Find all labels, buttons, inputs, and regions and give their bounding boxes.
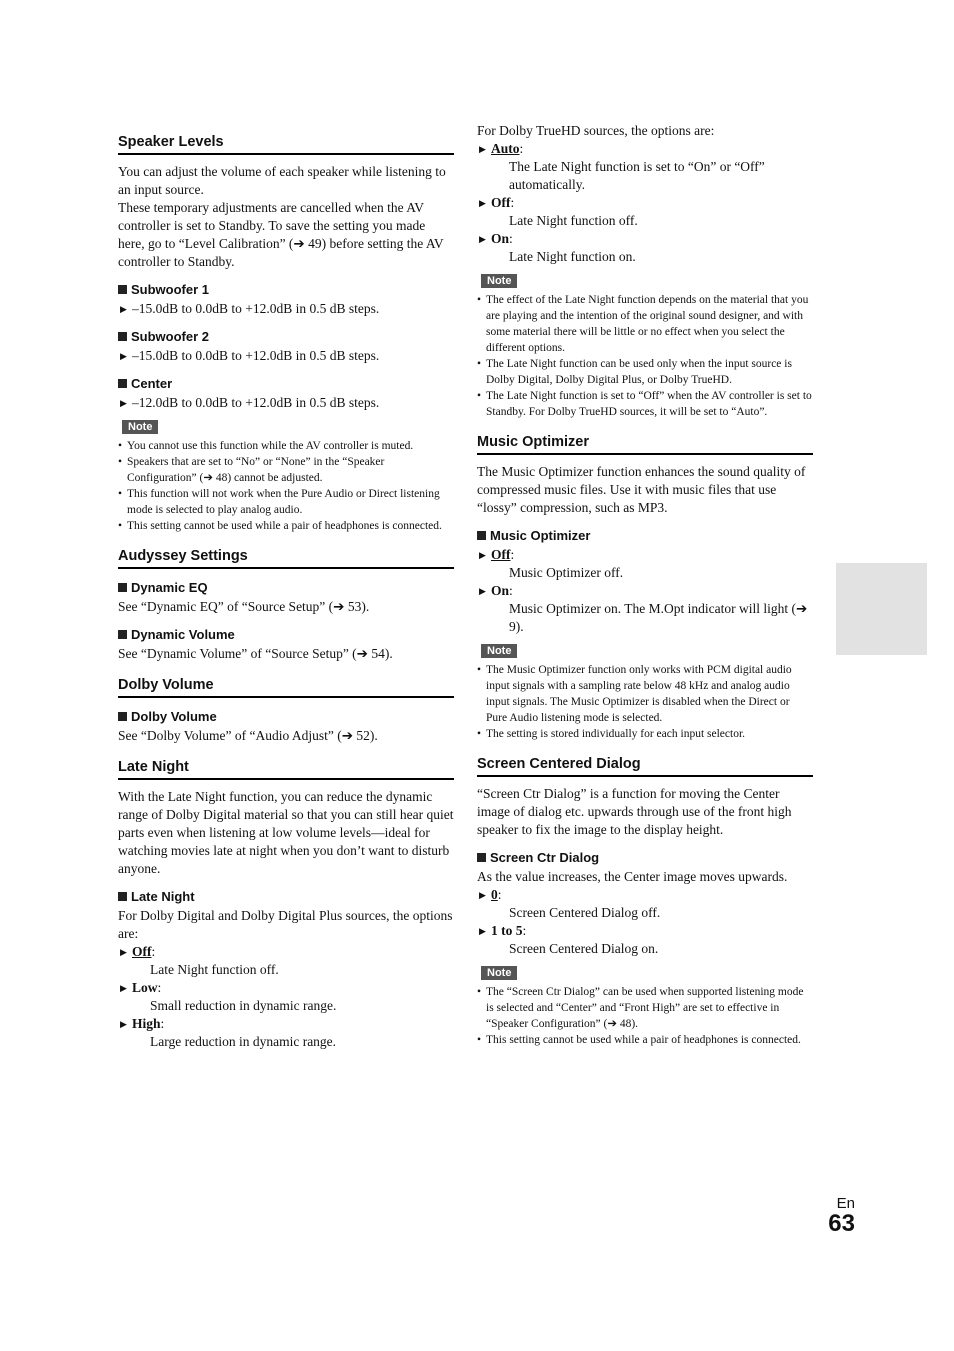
triangle-bullet-icon: ▶ (479, 144, 486, 154)
option-label: ▶ Low: (120, 980, 162, 995)
option-desc: The Late Night function is set to “On” or “Off” automatically. (509, 159, 765, 192)
option-desc: Large reduction in dynamic range. (150, 1034, 337, 1049)
note-item: • The “Screen Ctr Dialog” can be used when supported listening mode is selected and “Center” and “Front High” are set to effective in “Speaker Configuration” (➔ 48). (477, 984, 813, 1032)
subheading-late-night: Late Night (118, 888, 454, 905)
section-title-screen-centered-dialog: Screen Centered Dialog (477, 756, 813, 777)
triangle-bullet-icon: ▶ (479, 234, 486, 244)
square-bullet-icon (118, 630, 127, 639)
section-title-music-optimizer: Music Optimizer (477, 434, 813, 455)
paragraph: As the value increases, the Center image moves upwards. (477, 869, 788, 884)
square-bullet-icon (118, 379, 127, 388)
note-label: Note (481, 274, 517, 288)
subheading-music-optimizer: Music Optimizer (477, 527, 813, 544)
option-label: ▶ On: (479, 231, 513, 246)
side-tab (836, 563, 927, 655)
section-title-late-night: Late Night (118, 759, 454, 780)
page-footer (828, 1195, 855, 1236)
paragraph: The Music Optimizer function enhances the sound quality of compressed music files. Use it with music files that use “lossy” compression, such as MP3. (477, 464, 806, 515)
note-item: • The effect of the Late Night function depends on the material that you are playing and the intention of the original sound designer, and with some material there will be little or no effect when you select the different options. (477, 292, 813, 356)
option-desc: Screen Centered Dialog on. (509, 941, 659, 956)
subheading-dynamic-volume: Dynamic Volume (118, 626, 454, 643)
subheading-center: Center (118, 375, 454, 392)
note-item: • This setting cannot be used while a pair of headphones is connected. (118, 518, 454, 534)
paragraph: For Dolby TrueHD sources, the options are: (477, 123, 715, 138)
note-item: • This setting cannot be used while a pair of headphones is connected. (477, 1032, 813, 1048)
triangle-bullet-icon: ▶ (120, 1019, 127, 1029)
option-label: ▶ On: (479, 583, 513, 598)
option-desc: Late Night function on. (509, 249, 636, 264)
note-item: • This function will not work when the Pure Audio or Direct listening mode is selected to play analog audio. (118, 486, 454, 518)
note-label: Note (481, 966, 517, 980)
note-item: • The Late Night function is set to “Off” when the AV controller is set to Standby. For Dolby TrueHD sources, it will be set to “Auto”. (477, 388, 813, 420)
square-bullet-icon (118, 285, 127, 294)
option-line: ▶ –15.0dB to 0.0dB to +12.0dB in 0.5 dB steps. (120, 301, 380, 316)
square-bullet-icon (118, 583, 127, 592)
triangle-bullet-icon: ▶ (120, 351, 127, 361)
note-item: • The Music Optimizer function only works with PCM digital audio input signals with a sampling rate below 48 kHz and analog audio input signals. The Music Optimizer is disabled when the Direct or Pure Audio listening mode is selected. (477, 662, 813, 726)
right-column (477, 120, 813, 1048)
triangle-bullet-icon: ▶ (479, 550, 486, 560)
paragraph: See “Dolby Volume” of “Audio Adjust” (➔ 52). (118, 728, 378, 743)
note-item: • The Late Night function can be used only when the input source is Dolby Digital, Dolby Digital Plus, or Dolby TrueHD. (477, 356, 813, 388)
section-title-dolby-volume: Dolby Volume (118, 677, 454, 698)
note-label: Note (481, 644, 517, 658)
page-number: 63 (828, 1210, 855, 1237)
square-bullet-icon (477, 853, 486, 862)
subheading-dolby-volume: Dolby Volume (118, 708, 454, 725)
triangle-bullet-icon: ▶ (120, 304, 127, 314)
triangle-bullet-icon: ▶ (479, 890, 486, 900)
note-list (118, 438, 454, 534)
subheading-dynamic-eq: Dynamic EQ (118, 579, 454, 596)
section-title-speaker-levels: Speaker Levels (118, 134, 454, 155)
option-desc: Music Optimizer off. (509, 565, 624, 580)
subheading-screen-ctr-dialog: Screen Ctr Dialog (477, 849, 813, 866)
triangle-bullet-icon: ▶ (479, 198, 486, 208)
paragraph: “Screen Ctr Dialog” is a function for moving the Center image of dialog etc. upwards through use of the front high speaker to fix the image to the display height. (477, 786, 792, 837)
square-bullet-icon (118, 712, 127, 721)
paragraph: See “Dynamic Volume” of “Source Setup” (➔ 54). (118, 646, 393, 661)
option-line: ▶ –15.0dB to 0.0dB to +12.0dB in 0.5 dB steps. (120, 348, 380, 363)
option-desc: Late Night function off. (150, 962, 279, 977)
subheading-subwoofer-2: Subwoofer 2 (118, 328, 454, 345)
option-label: ▶ Off: (120, 944, 156, 959)
triangle-bullet-icon: ▶ (120, 947, 127, 957)
note-item: • Speakers that are set to “No” or “None” in the “Speaker Configuration” (➔ 48) cannot be adjusted. (118, 454, 454, 486)
option-desc: Screen Centered Dialog off. (509, 905, 661, 920)
triangle-bullet-icon: ▶ (479, 586, 486, 596)
note-item: • You cannot use this function while the AV controller is muted. (118, 438, 454, 454)
option-label: ▶ 0: (479, 887, 502, 902)
note-list (477, 984, 813, 1048)
square-bullet-icon (118, 332, 127, 341)
note-item: • The setting is stored individually for each input selector. (477, 726, 813, 742)
triangle-bullet-icon: ▶ (120, 983, 127, 993)
square-bullet-icon (118, 892, 127, 901)
triangle-bullet-icon: ▶ (479, 926, 486, 936)
note-list (477, 662, 813, 742)
option-label: ▶ Off: (479, 547, 515, 562)
paragraph: These temporary adjustments are cancelled when the AV controller is set to Standby. To save the setting you made here, go to “Level Calibration” (➔ 49) before setting the AV controller to Standby. (118, 200, 444, 269)
option-desc: Small reduction in dynamic range. (150, 998, 337, 1013)
subheading-subwoofer-1: Subwoofer 1 (118, 281, 454, 298)
option-label: ▶ High: (120, 1016, 165, 1031)
left-column (118, 120, 454, 1051)
paragraph: With the Late Night function, you can reduce the dynamic range of Dolby Digital material so that you can still hear quiet parts even when listening at low volume levels—ideal for watching movies late at night when you don’t want to disturb anyone. (118, 789, 454, 876)
language-code: En (836, 1195, 855, 1212)
paragraph: See “Dynamic EQ” of “Source Setup” (➔ 53). (118, 599, 370, 614)
note-label: Note (122, 420, 158, 434)
paragraph: You can adjust the volume of each speaker while listening to an input source. (118, 164, 446, 197)
paragraph: For Dolby Digital and Dolby Digital Plus sources, the options are: (118, 908, 453, 941)
note-list (477, 292, 813, 420)
triangle-bullet-icon: ▶ (120, 398, 127, 408)
square-bullet-icon (477, 531, 486, 540)
option-line: ▶ –12.0dB to 0.0dB to +12.0dB in 0.5 dB steps. (120, 395, 380, 410)
option-label: ▶ 1 to 5: (479, 923, 527, 938)
option-label: ▶ Auto: (479, 141, 524, 156)
option-desc: Late Night function off. (509, 213, 638, 228)
section-title-audyssey: Audyssey Settings (118, 548, 454, 569)
option-label: ▶ Off: (479, 195, 515, 210)
option-desc: Music Optimizer on. The M.Opt indicator will light (➔ 9). (509, 601, 808, 634)
